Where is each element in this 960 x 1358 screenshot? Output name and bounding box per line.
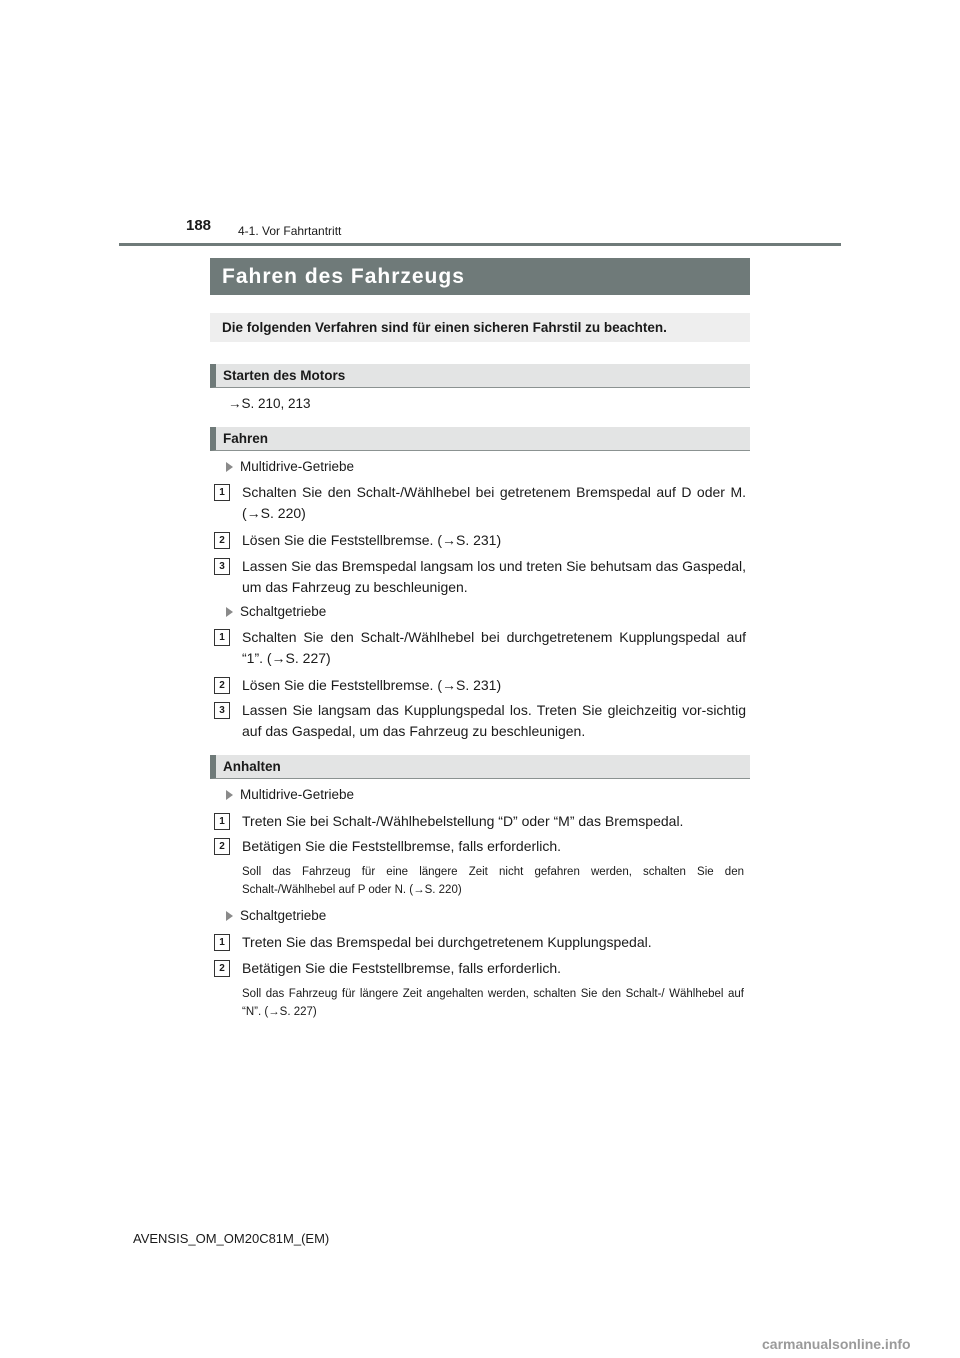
step-text: Lösen Sie die Feststellbremse. (→S. 231): [242, 532, 502, 548]
note-text: Soll das Fahrzeug für eine längere Zeit nicht gefahren werden, schalten Sie den Schalt-/Wählhebel auf P oder N. (→S. 220): [242, 866, 744, 896]
step-item: [214, 482, 746, 524]
page-number: 188: [186, 217, 212, 234]
triangle-bullet-icon: [226, 911, 233, 921]
step-item: [214, 700, 746, 742]
step-item: [214, 811, 746, 832]
step-number: 2: [214, 838, 230, 855]
bullet-manual: [226, 908, 326, 924]
step-number: 2: [214, 960, 230, 977]
section-heading-fahren: Fahren: [210, 427, 750, 451]
step-item: [214, 627, 746, 669]
note-text: Soll das Fahrzeug für längere Zeit angehalten werden, schalten Sie den Schalt-/ Wählhebel auf “N”. (→S. 227): [242, 988, 744, 1018]
bullet-multidrive: [226, 459, 354, 475]
page-title: Fahren des Fahrzeugs: [210, 258, 750, 295]
step-number: 1: [214, 934, 230, 951]
bullet-label: Multidrive-Getriebe: [240, 787, 355, 802]
step-item: [214, 932, 746, 953]
bullet-manual: [226, 604, 326, 620]
step-text: Betätigen Sie die Feststellbremse, falls erforderlich.: [242, 960, 562, 976]
triangle-bullet-icon: [226, 607, 233, 617]
step-text: Treten Sie bei Schalt-/Wählhebelstellung “D” oder “M” das Bremspedal.: [242, 813, 684, 829]
step-item: [214, 836, 746, 857]
watermark[interactable]: carmanualsonline.info: [762, 1336, 911, 1352]
step-number: 2: [214, 532, 230, 549]
intro-box: Die folgenden Verfahren sind für einen sicheren Fahrstil zu beachten.: [210, 313, 750, 342]
step-item: [214, 556, 746, 598]
step-number: 2: [214, 677, 230, 694]
step-number: 3: [214, 558, 230, 575]
section-heading-starten: Starten des Motors: [210, 364, 750, 388]
cross-reference: →S. 210, 213: [228, 396, 311, 411]
step-item: [214, 675, 746, 696]
step-number: 1: [214, 629, 230, 646]
footer-code: AVENSIS_OM_OM20C81M_(EM): [133, 1231, 330, 1246]
step-text: Schalten Sie den Schalt-/Wählhebel bei getretenem Bremspedal auf D oder M. (→S. 220): [242, 484, 746, 521]
bullet-multidrive: [226, 787, 354, 803]
step-number: 1: [214, 484, 230, 501]
step-item: [214, 530, 746, 551]
step-text: Lösen Sie die Feststellbremse. (→S. 231): [242, 677, 502, 693]
step-item: [214, 958, 746, 979]
step-text: Lassen Sie das Bremspedal langsam los und treten Sie behutsam das Gaspedal, um das Fahrzeug zu beschleunigen.: [242, 558, 746, 595]
section-reference: 4-1. Vor Fahrtantritt: [238, 224, 342, 238]
step-text: Lassen Sie langsam das Kupplungspedal los. Treten Sie gleichzeitig vor-sichtig auf das Gaspedal, um das Fahrzeug zu beschleunigen.: [242, 702, 746, 739]
step-text: Betätigen Sie die Feststellbremse, falls erforderlich.: [242, 838, 562, 854]
header-rule: [119, 243, 841, 246]
bullet-label: Schaltgetriebe: [240, 604, 327, 619]
triangle-bullet-icon: [226, 790, 233, 800]
step-number: 3: [214, 702, 230, 719]
bullet-label: Schaltgetriebe: [240, 908, 327, 923]
step-number: 1: [214, 813, 230, 830]
step-text: Treten Sie das Bremspedal bei durchgetretenem Kupplungspedal.: [242, 934, 652, 950]
step-text: Schalten Sie den Schalt-/Wählhebel bei durchgetretenem Kupplungspedal auf “1”. (→S. 227): [242, 629, 746, 666]
triangle-bullet-icon: [226, 462, 233, 472]
section-heading-anhalten: Anhalten: [210, 755, 750, 779]
bullet-label: Multidrive-Getriebe: [240, 459, 355, 474]
